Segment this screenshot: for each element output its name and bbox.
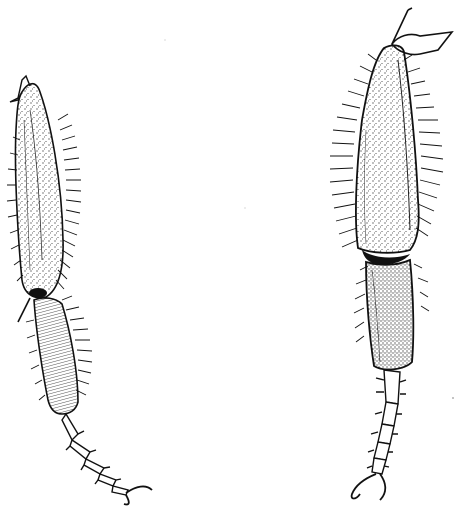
left-knee-joint — [29, 288, 47, 298]
left-femur — [15, 84, 63, 298]
left-tibia — [34, 298, 78, 414]
right-claw — [352, 474, 386, 500]
right-leg — [330, 8, 452, 500]
right-tarsus — [367, 370, 406, 474]
left-leg — [7, 76, 152, 505]
left-claw — [124, 486, 152, 504]
left-tarsus — [62, 414, 128, 495]
